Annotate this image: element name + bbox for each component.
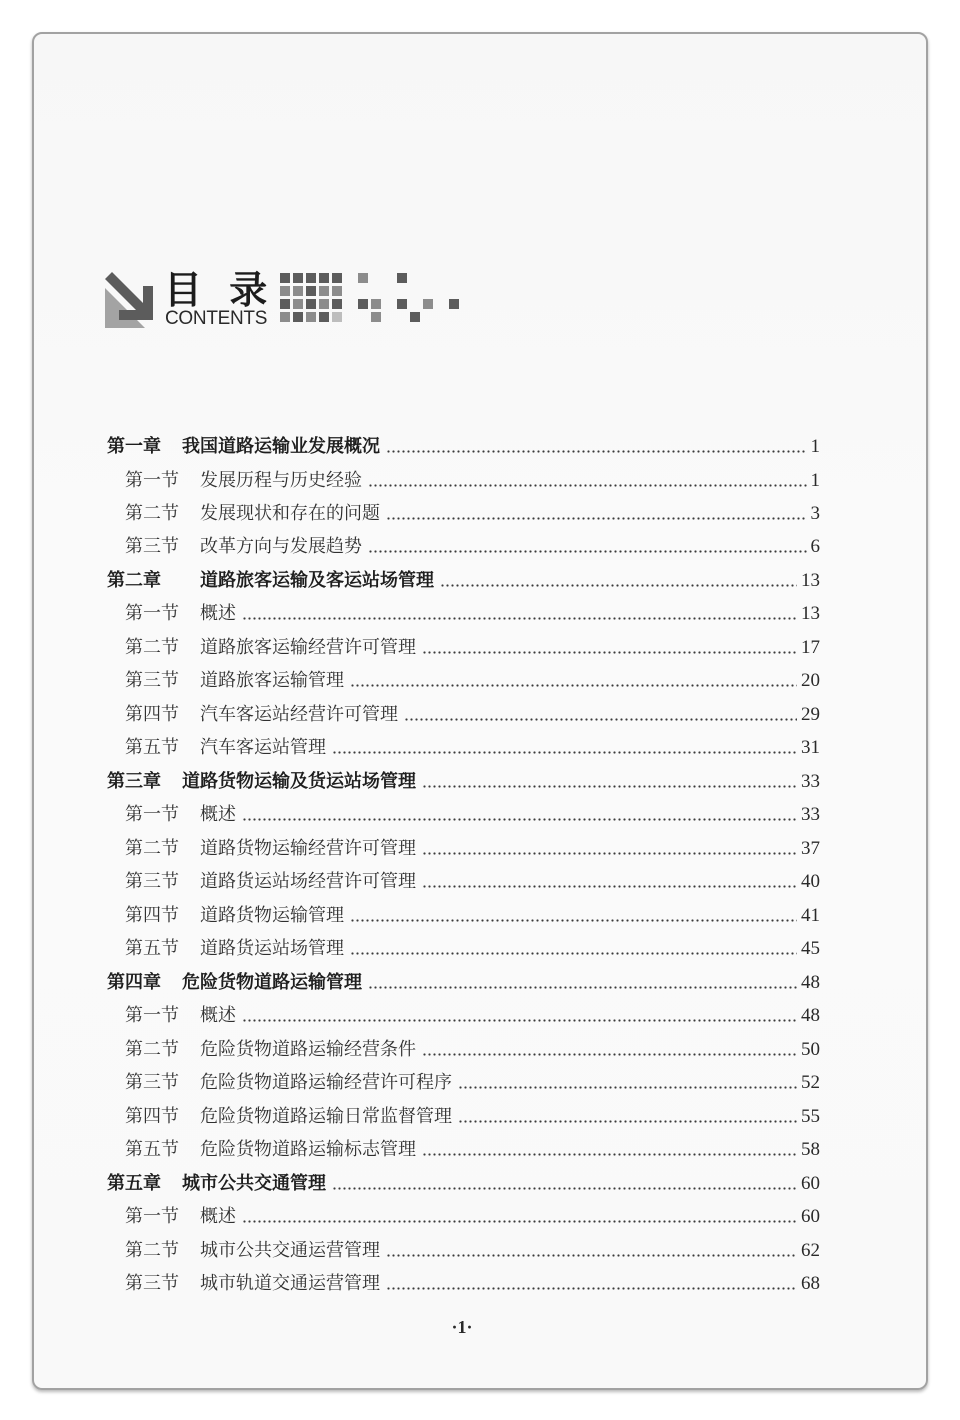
toc-page-number: 55 <box>801 1105 820 1127</box>
decorative-square <box>293 273 303 283</box>
chapter-label: 第四章 <box>107 971 161 993</box>
toc-section-row <box>125 837 820 861</box>
section-title: 道路旅客运输管理 <box>200 670 344 692</box>
toc-section-row <box>125 803 820 827</box>
decorative-square <box>319 299 329 309</box>
toc-page-number: 68 <box>801 1273 820 1294</box>
toc-page-number: 20 <box>801 670 820 692</box>
decorative-square <box>306 273 316 283</box>
section-title: 发展历程与历史经验 <box>200 469 362 491</box>
section-title: 汽车客运站管理 <box>200 737 326 759</box>
toc-section-row <box>125 636 820 660</box>
section-title: 危险货物道路运输标志管理 <box>200 1139 416 1161</box>
contents-subtitle: CONTENTS <box>165 308 268 329</box>
chapter-label: 第五章 <box>107 1172 161 1194</box>
toc-page-number: 29 <box>801 703 820 725</box>
page-number: ·1· <box>451 1317 473 1337</box>
chapter-title: 道路货物运输及货运站场管理 <box>182 770 416 792</box>
dot-leader <box>386 435 807 459</box>
section-title: 道路货物运输经营许可管理 <box>200 837 416 859</box>
dot-leader <box>242 602 797 626</box>
toc-chapter-row <box>107 1172 820 1196</box>
toc-page-number: 6 <box>810 536 820 558</box>
dot-leader <box>350 904 797 928</box>
section-title: 概述 <box>200 1005 236 1027</box>
toc-section-row <box>125 703 820 727</box>
toc-page-number: 17 <box>801 636 820 658</box>
toc-section-row <box>125 1138 820 1162</box>
section-label: 第一节 <box>125 1005 179 1027</box>
dot-leader <box>242 1004 797 1028</box>
toc-page-number: 13 <box>801 569 820 591</box>
decorative-square <box>319 286 329 296</box>
section-title: 概述 <box>200 603 236 625</box>
decorative-square <box>410 312 420 322</box>
decorative-square <box>319 312 329 322</box>
section-title: 发展现状和存在的问题 <box>200 503 380 524</box>
dot-leader <box>350 937 797 961</box>
dot-leader <box>440 569 797 593</box>
section-label: 第二节 <box>125 636 179 658</box>
toc-page-number: 37 <box>801 837 820 859</box>
dot-leader <box>386 1239 797 1263</box>
decorative-square <box>358 299 368 309</box>
section-label: 第五节 <box>125 1139 179 1161</box>
toc-page-number: 1 <box>810 469 820 491</box>
decorative-square <box>371 312 381 322</box>
section-label: 第五节 <box>125 938 179 960</box>
section-title: 汽车客运站经营许可管理 <box>200 703 398 725</box>
section-label: 第一节 <box>125 804 179 826</box>
toc-page-number: 33 <box>801 770 820 792</box>
section-title: 道路货运站场管理 <box>200 938 344 960</box>
section-label: 第二节 <box>125 837 179 859</box>
chapter-title: 道路旅客运输及客运站场管理 <box>200 569 434 591</box>
chapter-label: 第三章 <box>107 770 161 792</box>
section-title: 危险货物道路运输日常监督管理 <box>200 1105 452 1127</box>
decorative-square <box>319 273 329 283</box>
toc-page-number: 62 <box>801 1239 820 1261</box>
toc-section-row <box>125 469 820 493</box>
toc-page-number: 13 <box>801 603 820 625</box>
chapter-label: 第二章 <box>107 569 161 591</box>
section-label: 第四节 <box>125 703 179 725</box>
toc-page-number: 60 <box>801 1206 820 1227</box>
decorative-square <box>306 286 316 296</box>
toc-section-row <box>125 602 820 626</box>
chapter-title: 危险货物道路运输管理 <box>182 971 362 993</box>
section-title: 概述 <box>200 804 236 826</box>
dot-leader <box>368 469 807 493</box>
section-label: 第二节 <box>125 1038 179 1060</box>
section-label: 第一节 <box>125 1206 179 1227</box>
toc-page-number: 40 <box>801 871 820 893</box>
decorative-square <box>371 299 381 309</box>
decorative-square <box>449 299 459 309</box>
dot-leader <box>368 535 807 559</box>
toc-section-row <box>125 535 820 559</box>
section-label: 第四节 <box>125 1105 179 1127</box>
decorative-square <box>332 299 342 309</box>
dot-leader <box>422 870 797 894</box>
toc-chapter-row <box>107 435 820 459</box>
decorative-square <box>293 312 303 322</box>
decorative-square <box>306 299 316 309</box>
toc-section-row <box>125 669 820 693</box>
chapter-title: 城市公共交通管理 <box>182 1172 326 1194</box>
toc-section-row <box>125 1071 820 1095</box>
section-label: 第三节 <box>125 871 179 893</box>
toc-section-row <box>125 904 820 928</box>
section-label: 第三节 <box>125 536 179 558</box>
toc-arrow-icon <box>105 272 161 328</box>
arrow-icon-graphic <box>105 272 161 328</box>
toc-page-number: 48 <box>801 1005 820 1027</box>
toc-section-row <box>125 1038 820 1062</box>
toc-page-number: 52 <box>801 1072 820 1094</box>
toc-page-number: 48 <box>801 971 820 993</box>
section-title: 危险货物道路运输经营许可程序 <box>200 1072 452 1094</box>
chapter-label: 第一章 <box>107 436 161 457</box>
dot-leader <box>458 1071 797 1095</box>
section-title: 城市轨道交通运营管理 <box>200 1273 380 1294</box>
section-label: 第三节 <box>125 1273 179 1294</box>
section-title: 改革方向与发展趋势 <box>200 536 362 558</box>
toc-page-number: 60 <box>801 1172 820 1194</box>
toc-section-row <box>125 502 820 526</box>
decorative-square <box>306 312 316 322</box>
decorative-square <box>397 299 407 309</box>
decorative-square <box>332 273 342 283</box>
decorative-square <box>293 299 303 309</box>
toc-section-row <box>125 1205 820 1229</box>
section-title: 道路旅客运输经营许可管理 <box>200 636 416 658</box>
toc-page-number: 41 <box>801 904 820 926</box>
decorative-square <box>280 299 290 309</box>
decorative-square <box>332 286 342 296</box>
toc-section-row <box>125 870 820 894</box>
decorative-square <box>280 286 290 296</box>
toc-chapter-row <box>107 971 820 995</box>
contents-title: 目 录 <box>164 268 268 312</box>
dot-leader <box>422 1138 797 1162</box>
section-label: 第一节 <box>125 469 179 491</box>
dot-leader <box>422 770 797 794</box>
dot-leader <box>332 736 797 760</box>
section-title: 危险货物道路运输经营条件 <box>200 1038 416 1060</box>
toc-page-number: 58 <box>801 1139 820 1161</box>
toc-page-number: 1 <box>810 436 820 457</box>
decorative-square <box>332 312 342 322</box>
section-label: 第三节 <box>125 670 179 692</box>
section-label: 第三节 <box>125 1072 179 1094</box>
toc-page-number: 31 <box>801 737 820 759</box>
dot-leader <box>404 703 797 727</box>
dot-leader <box>332 1172 797 1196</box>
section-label: 第二节 <box>125 503 179 524</box>
toc-section-row <box>125 937 820 961</box>
dot-leader <box>422 636 797 660</box>
decorative-square <box>358 273 368 283</box>
decorative-square <box>280 273 290 283</box>
decorative-square-grid <box>280 272 466 328</box>
dot-leader <box>386 1272 797 1296</box>
section-label: 第二节 <box>125 1239 179 1261</box>
section-label: 第一节 <box>125 603 179 625</box>
section-label: 第五节 <box>125 737 179 759</box>
toc-page-number: 50 <box>801 1038 820 1060</box>
dot-leader <box>458 1105 797 1129</box>
dot-leader <box>350 669 797 693</box>
chapter-title: 我国道路运输业发展概况 <box>182 436 380 457</box>
toc-section-row <box>125 1239 820 1263</box>
toc-page-number: 45 <box>801 938 820 960</box>
decorative-square <box>397 273 407 283</box>
toc-section-row <box>125 736 820 760</box>
dot-leader <box>422 837 797 861</box>
section-title: 道路货运站场经营许可管理 <box>200 871 416 893</box>
dot-leader <box>242 803 797 827</box>
toc-chapter-row <box>107 569 820 593</box>
section-title: 道路货物运输管理 <box>200 904 344 926</box>
decorative-square <box>423 299 433 309</box>
decorative-square <box>293 286 303 296</box>
toc-section-row <box>125 1004 820 1028</box>
toc-chapter-row <box>107 770 820 794</box>
dot-leader <box>386 502 807 526</box>
toc-page-number: 33 <box>801 804 820 826</box>
section-title: 概述 <box>200 1206 236 1227</box>
toc-page-number: 3 <box>810 503 820 524</box>
toc-section-row <box>125 1272 820 1296</box>
decorative-square <box>280 312 290 322</box>
section-label: 第四节 <box>125 904 179 926</box>
dot-leader <box>422 1038 797 1062</box>
dot-leader <box>242 1205 797 1229</box>
dot-leader <box>368 971 797 995</box>
section-title: 城市公共交通运营管理 <box>200 1239 380 1261</box>
toc-section-row <box>125 1105 820 1129</box>
